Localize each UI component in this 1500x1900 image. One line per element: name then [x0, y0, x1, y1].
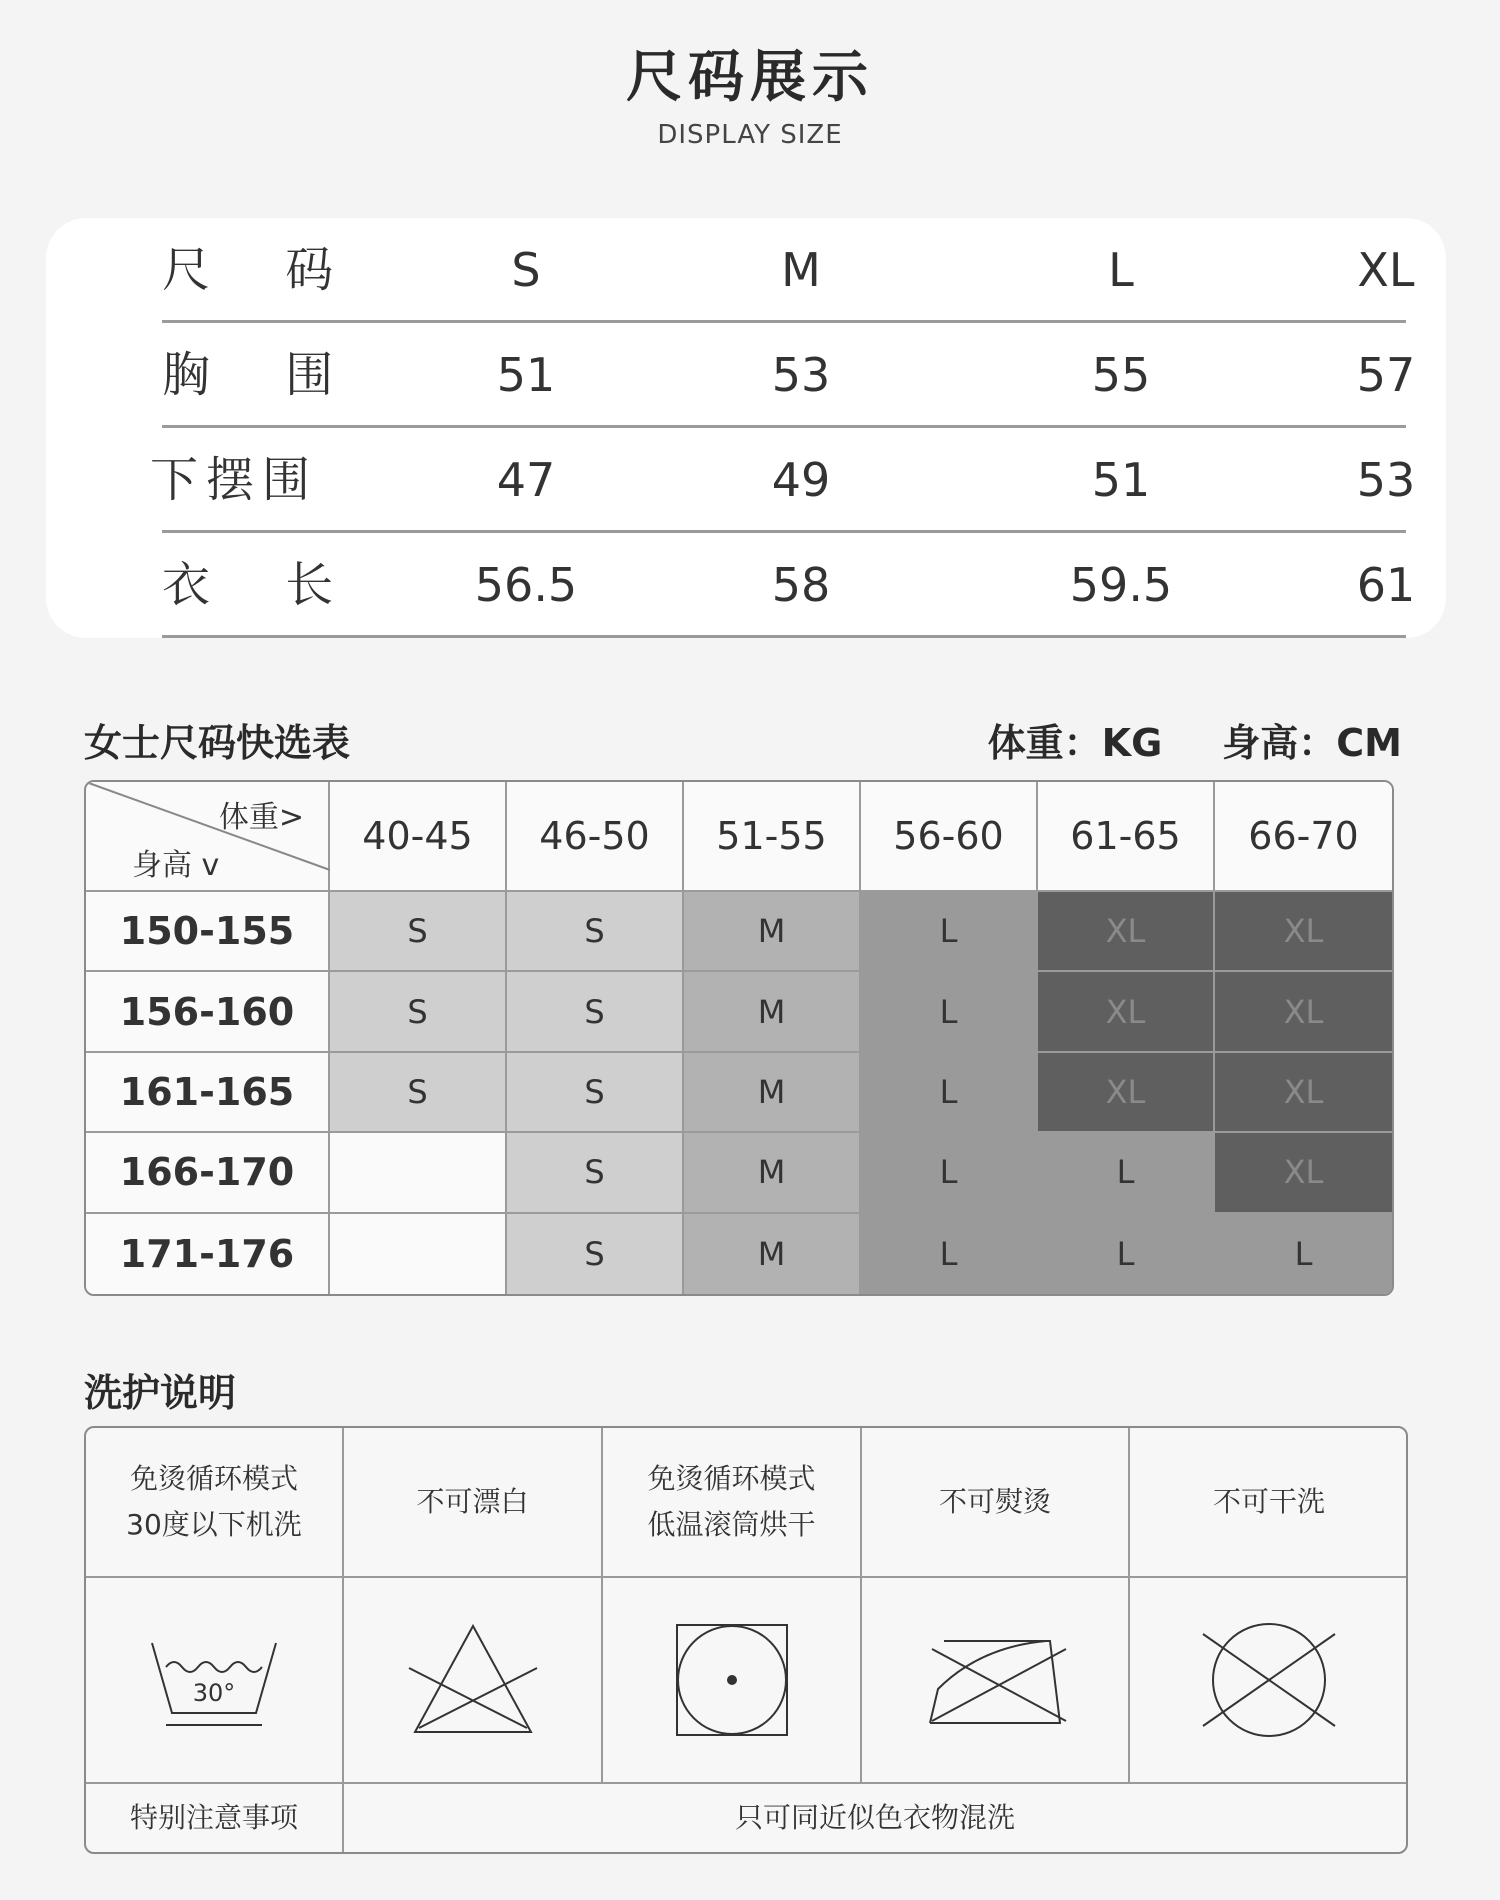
size-value: M: [781, 243, 821, 297]
size-row-label: 尺 码: [162, 242, 364, 298]
wash-30-icon: [86, 1578, 344, 1782]
note-value: 只可同近似色衣物混洗: [734, 1801, 1015, 1834]
size-cell: XL: [1038, 1053, 1215, 1133]
size-cell: S: [507, 892, 684, 972]
size-cell: S: [507, 1053, 684, 1133]
weight-header: 56-60: [861, 782, 1038, 892]
size-cell: XL: [1038, 892, 1215, 972]
care-title: 洗护说明: [84, 1371, 237, 1415]
size-cell: XL: [1215, 1053, 1392, 1133]
size-value: 61: [1356, 558, 1416, 612]
svg-text:30°: 30°: [192, 1679, 236, 1707]
size-cell: L: [861, 972, 1038, 1052]
size-value: XL: [1357, 243, 1415, 297]
corner-header: [86, 782, 330, 892]
quick-select-title: 女士尺码快选表: [84, 721, 351, 765]
page-title: 尺码展示: [626, 45, 874, 110]
size-cell: L: [861, 1053, 1038, 1133]
quick-select-table: [84, 780, 1394, 1296]
size-cell: [330, 1133, 507, 1213]
care-text-row: [86, 1428, 1406, 1578]
size-cell: S: [507, 972, 684, 1052]
corner-weight-label: 体重>: [218, 800, 304, 835]
height-header: 166-170: [86, 1133, 330, 1213]
size-row-label: 下摆围: [150, 452, 319, 508]
size-cell: L: [1215, 1214, 1392, 1294]
size-value: 59.5: [1069, 558, 1173, 612]
care-instruction: 不可漂白: [344, 1428, 603, 1576]
size-cell: S: [507, 1133, 684, 1213]
size-cell: S: [330, 972, 507, 1052]
care-note-row: [86, 1784, 1406, 1852]
size-cell: XL: [1215, 1133, 1392, 1213]
size-cell: S: [330, 1053, 507, 1133]
row-divider: [162, 635, 1406, 638]
size-value: 53: [1356, 453, 1416, 507]
size-value: 49: [771, 453, 831, 507]
weight-header: 66-70: [1215, 782, 1392, 892]
size-table: [116, 218, 1416, 638]
size-value: 51: [1091, 453, 1151, 507]
size-cell: S: [330, 892, 507, 972]
size-cell: XL: [1215, 892, 1392, 972]
weight-unit: 体重：KG: [987, 721, 1163, 765]
size-cell: [330, 1214, 507, 1294]
height-unit: 身高：CM: [1222, 721, 1402, 765]
weight-header: 46-50: [507, 782, 684, 892]
no-bleach-icon: [344, 1578, 603, 1782]
height-header: 171-176: [86, 1214, 330, 1294]
care-instruction: 免烫循环模式 30度以下机洗: [86, 1428, 344, 1576]
size-row-label: 衣 长: [162, 557, 364, 613]
size-cell: L: [1038, 1133, 1215, 1213]
size-cell: XL: [1215, 972, 1392, 1052]
size-row: [116, 218, 1415, 323]
size-cell: L: [861, 1214, 1038, 1294]
weight-header: 61-65: [1038, 782, 1215, 892]
size-value: S: [511, 243, 541, 297]
weight-header: 40-45: [330, 782, 507, 892]
size-cell: M: [684, 1053, 861, 1133]
size-cell: L: [861, 1133, 1038, 1213]
no-iron-icon: [862, 1578, 1130, 1782]
size-cell: S: [507, 1214, 684, 1294]
care-instruction: 免烫循环模式 低温滚筒烘干: [603, 1428, 862, 1576]
size-cell: M: [684, 1214, 861, 1294]
size-value: L: [1108, 243, 1134, 297]
weight-header: 51-55: [684, 782, 861, 892]
size-value: 57: [1356, 348, 1416, 402]
size-cell: L: [1038, 1214, 1215, 1294]
size-cell: L: [861, 892, 1038, 972]
size-row-label: 胸 围: [162, 347, 364, 403]
corner-height-label: 身高 v: [132, 848, 220, 883]
size-cell: M: [684, 892, 861, 972]
size-value: 55: [1091, 348, 1151, 402]
no-dry-clean-icon: [1130, 1578, 1408, 1782]
tumble-dry-low-icon: [603, 1578, 862, 1782]
size-row: [116, 533, 1416, 638]
height-header: 161-165: [86, 1053, 330, 1133]
size-value: 51: [496, 348, 556, 402]
care-instruction: 不可熨烫: [862, 1428, 1130, 1576]
size-table-card: [46, 218, 1446, 638]
size-value: 53: [771, 348, 831, 402]
care-icon-row: [86, 1578, 1406, 1784]
size-row: [116, 323, 1416, 428]
size-value: 58: [771, 558, 831, 612]
quick-select-units: [928, 712, 1402, 767]
page-subtitle: DISPLAY SIZE: [657, 120, 843, 150]
size-cell: M: [684, 972, 861, 1052]
page-header: [0, 40, 1500, 150]
size-cell: XL: [1038, 972, 1215, 1052]
care-instruction: 不可干洗: [1212, 1485, 1325, 1518]
size-cell: M: [684, 1133, 861, 1213]
height-header: 156-160: [86, 972, 330, 1052]
height-header: 150-155: [86, 892, 330, 972]
note-label: 特别注意事项: [86, 1784, 344, 1852]
size-value: 56.5: [474, 558, 578, 612]
care-table: [84, 1426, 1408, 1854]
size-value: 47: [496, 453, 556, 507]
size-row: [116, 428, 1416, 533]
